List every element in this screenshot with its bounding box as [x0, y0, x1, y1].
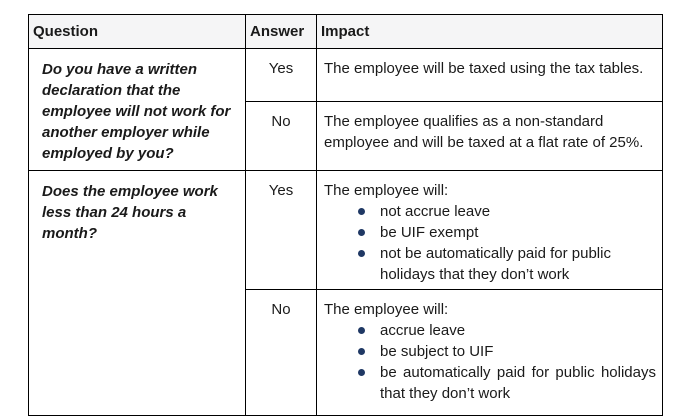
impact-intro: The employee will:: [324, 182, 449, 199]
list-item: [324, 320, 656, 341]
column-header-question: Question: [29, 15, 246, 49]
impact-bullet-list: [324, 320, 656, 404]
table-row: [29, 171, 663, 290]
answer-q1-no: No: [246, 102, 317, 171]
answer-q2-no: No: [246, 290, 317, 416]
column-header-impact: Impact: [317, 15, 663, 49]
impact-intro: The employee will:: [324, 301, 449, 318]
bullet-text: accrue leave: [380, 322, 466, 339]
bullet-icon: [358, 327, 365, 334]
table-header-row: [29, 15, 663, 49]
bullet-icon: [358, 208, 365, 215]
answer-q1-yes: Yes: [246, 49, 317, 102]
column-header-answer: Answer: [246, 15, 317, 49]
bullet-text: be automatically paid for public holidays that they don’t work: [380, 364, 656, 402]
impact-q1-no: The employee qualifies as a non-standard employee and will be taxed at a flat rate of 25%.: [317, 102, 663, 171]
list-item: [324, 341, 656, 362]
impact-q2-no: [317, 290, 663, 416]
list-item: [324, 243, 656, 285]
answer-q2-yes: Yes: [246, 171, 317, 290]
bullet-text: be subject to UIF: [380, 343, 494, 360]
impact-q1-yes: The employee will be taxed using the tax tables.: [317, 49, 663, 102]
bullet-icon: [358, 348, 365, 355]
bullet-text: not accrue leave: [380, 203, 491, 220]
list-item: [324, 222, 656, 243]
bullet-text: be UIF exempt: [380, 224, 479, 241]
list-item: [324, 201, 656, 222]
impact-q2-yes: [317, 171, 663, 290]
impact-bullet-list: [324, 201, 656, 285]
bullet-icon: [358, 229, 365, 236]
table-row: [29, 49, 663, 102]
bullet-icon: [358, 250, 365, 257]
list-item: [324, 362, 656, 404]
question-answer-impact-table: [28, 14, 663, 416]
bullet-text: not be automatically paid for public holidays that they don’t work: [380, 245, 611, 283]
question-written-declaration: Do you have a written declaration that the employee will not work for another employer while employed by you?: [29, 49, 246, 171]
question-24-hours: Does the employee work less than 24 hours a month?: [29, 171, 246, 416]
bullet-icon: [358, 369, 365, 376]
